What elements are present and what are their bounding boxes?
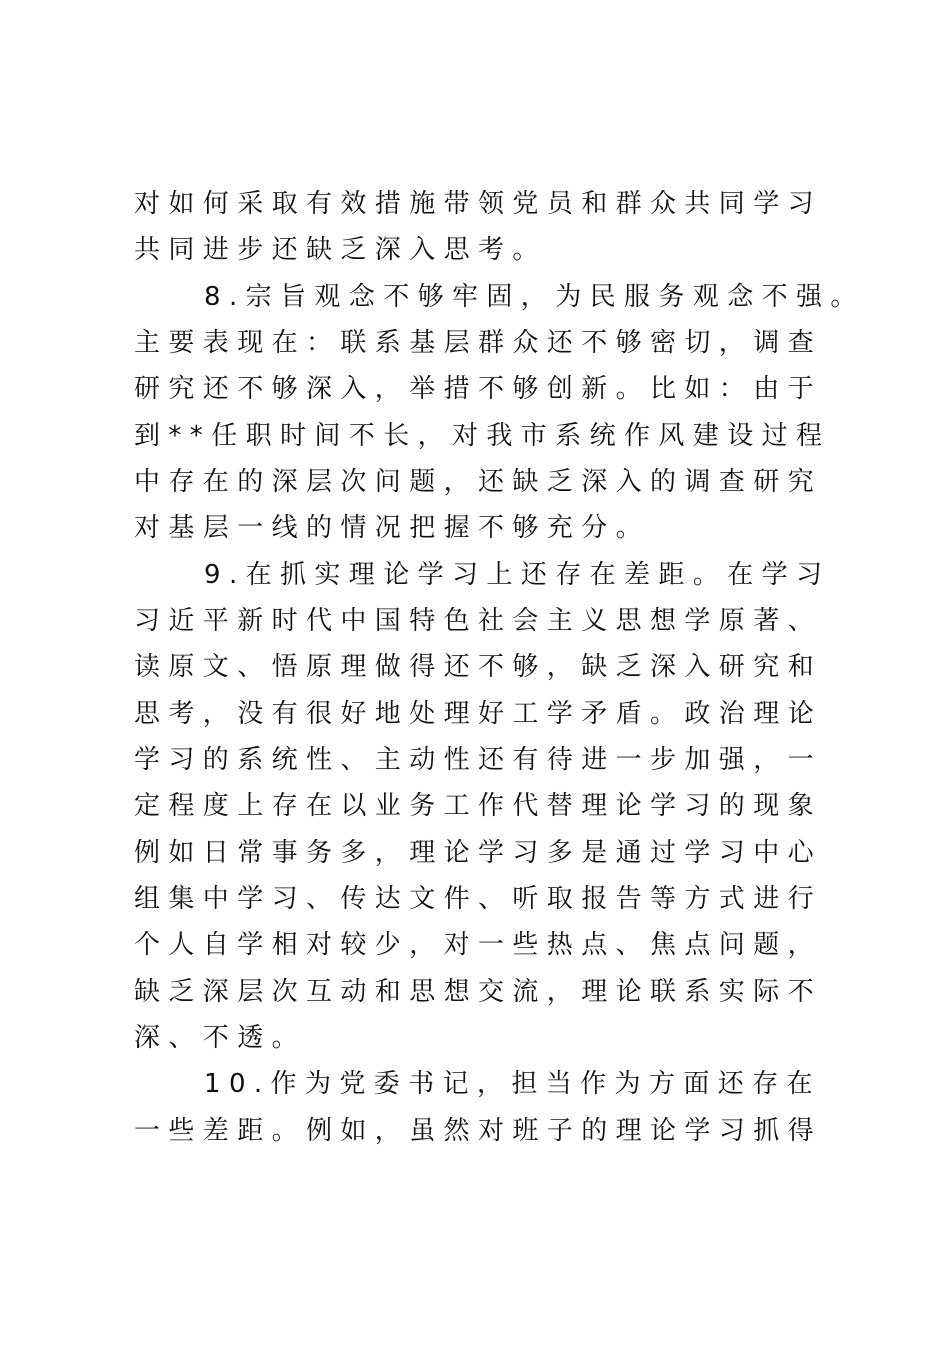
text-line: 缺乏深层次互动和思想交流，理论联系实际不 <box>134 977 823 1007</box>
paragraph-heading-10: 10.作为党委书记，担当作为方面还存在 <box>204 1069 821 1099</box>
text-line: 组集中学习、传达文件、听取报告等方式进行 <box>134 884 823 914</box>
text-line: 中存在的深层次问题，还缺乏深入的调查研究 <box>134 467 823 497</box>
text-line: 主要表现在：联系基层群众还不够密切，调查 <box>134 328 823 358</box>
text-line: 一些差距。例如，虽然对班子的理论学习抓得 <box>134 1116 823 1146</box>
text-line: 习近平新时代中国特色社会主义思想学原著、 <box>134 606 823 636</box>
text-line: 深、不透。 <box>134 1023 307 1053</box>
text-line: 定程度上存在以业务工作代替理论学习的现象 <box>134 791 823 821</box>
text-line: 对如何采取有效措施带领党员和群众共同学习 <box>134 189 823 219</box>
text-line: 研究还不够深入，举措不够创新。比如：由于 <box>134 374 823 404</box>
text-line: 例如日常事务多，理论学习多是通过学习中心 <box>134 838 823 868</box>
text-line: 到**任职时间不长，对我市系统作风建设过程 <box>134 421 831 451</box>
text-line: 共同进步还缺乏深入思考。 <box>134 235 547 265</box>
paragraph-heading-9: 9.在抓实理论学习上还存在差距。在学习 <box>204 560 831 590</box>
text-line: 对基层一线的情况把握不够充分。 <box>134 513 651 543</box>
text-line: 思考，没有很好地处理好工学矛盾。政治理论 <box>134 699 823 729</box>
text-line: 读原文、悟原理做得还不够，缺乏深入研究和 <box>134 652 823 682</box>
text-line: 个人自学相对较少，对一些热点、焦点问题， <box>134 930 823 960</box>
paragraph-heading-8: 8.宗旨观念不够牢固，为民服务观念不强。 <box>204 282 865 312</box>
text-line: 学习的系统性、主动性还有待进一步加强，一 <box>134 745 823 775</box>
